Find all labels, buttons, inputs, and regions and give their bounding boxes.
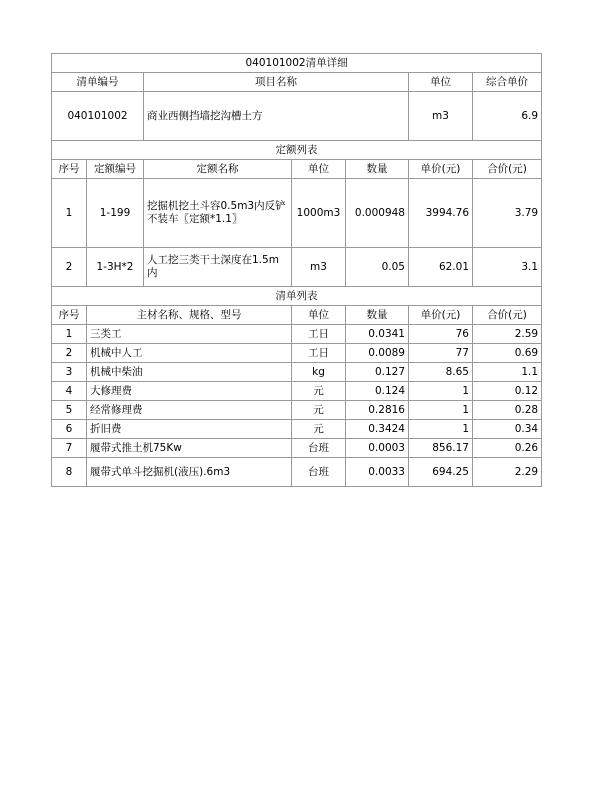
material-total: 2.29 <box>473 458 542 487</box>
material-price: 8.65 <box>409 363 473 382</box>
table-title: 040101002清单详细 <box>52 54 542 73</box>
material-name: 履带式单斗挖掘机(液压).6m3 <box>87 458 292 487</box>
material-name: 机械中人工 <box>87 344 292 363</box>
material-row <box>52 420 542 439</box>
material-no-header: 序号 <box>52 306 87 325</box>
material-section-title: 清单列表 <box>52 287 542 306</box>
material-row <box>52 458 542 487</box>
material-unit: 工日 <box>292 344 346 363</box>
material-row <box>52 344 542 363</box>
quota-name: 挖掘机挖土斗容0.5m3内反铲不装车〖定额*1.1〗 <box>144 179 292 248</box>
quota-price-header: 单价(元) <box>409 160 473 179</box>
material-unit: 元 <box>292 401 346 420</box>
bill-unit-price-header: 综合单价 <box>473 73 542 92</box>
material-row <box>52 401 542 420</box>
quota-row <box>52 248 542 287</box>
material-total: 0.69 <box>473 344 542 363</box>
material-name-header: 主材名称、规格、型号 <box>87 306 292 325</box>
material-unit: 台班 <box>292 458 346 487</box>
material-price: 77 <box>409 344 473 363</box>
bill-name: 商业西侧挡墙挖沟槽土方 <box>144 92 409 141</box>
material-no: 2 <box>52 344 87 363</box>
material-unit: 工日 <box>292 325 346 344</box>
quota-qty: 0.000948 <box>346 179 409 248</box>
bill-code: 040101002 <box>52 92 144 141</box>
material-total-header: 合价(元) <box>473 306 542 325</box>
quota-total-header: 合价(元) <box>473 160 542 179</box>
quota-qty-header: 数量 <box>346 160 409 179</box>
material-qty: 0.124 <box>346 382 409 401</box>
material-price: 1 <box>409 420 473 439</box>
material-price-header: 单价(元) <box>409 306 473 325</box>
material-name: 大修理费 <box>87 382 292 401</box>
material-total: 0.12 <box>473 382 542 401</box>
quota-code: 1-3H*2 <box>87 248 144 287</box>
quota-row <box>52 179 542 248</box>
bill-detail-table <box>51 53 542 487</box>
material-qty-header: 数量 <box>346 306 409 325</box>
quota-unit: m3 <box>292 248 346 287</box>
material-row <box>52 325 542 344</box>
material-total: 0.34 <box>473 420 542 439</box>
material-total: 0.26 <box>473 439 542 458</box>
bill-unit-header: 单位 <box>409 73 473 92</box>
material-no: 7 <box>52 439 87 458</box>
material-unit: 元 <box>292 420 346 439</box>
material-unit-header: 单位 <box>292 306 346 325</box>
material-qty: 0.2816 <box>346 401 409 420</box>
bill-unit-price: 6.9 <box>473 92 542 141</box>
material-row <box>52 439 542 458</box>
material-price: 856.17 <box>409 439 473 458</box>
quota-total: 3.1 <box>473 248 542 287</box>
material-price: 76 <box>409 325 473 344</box>
quota-unit: 1000m3 <box>292 179 346 248</box>
material-no: 3 <box>52 363 87 382</box>
material-name: 履带式推土机75Kw <box>87 439 292 458</box>
quota-no: 2 <box>52 248 87 287</box>
material-price: 694.25 <box>409 458 473 487</box>
material-qty: 0.0003 <box>346 439 409 458</box>
material-unit: kg <box>292 363 346 382</box>
bill-unit: m3 <box>409 92 473 141</box>
quota-price: 62.01 <box>409 248 473 287</box>
material-qty: 0.0089 <box>346 344 409 363</box>
material-price: 1 <box>409 382 473 401</box>
quota-code-header: 定额编号 <box>87 160 144 179</box>
bill-code-header: 清单编号 <box>52 73 144 92</box>
material-no: 5 <box>52 401 87 420</box>
material-no: 8 <box>52 458 87 487</box>
material-qty: 0.0341 <box>346 325 409 344</box>
material-qty: 0.0033 <box>346 458 409 487</box>
material-name: 三类工 <box>87 325 292 344</box>
material-total: 2.59 <box>473 325 542 344</box>
quota-unit-header: 单位 <box>292 160 346 179</box>
material-row <box>52 382 542 401</box>
material-no: 4 <box>52 382 87 401</box>
quota-total: 3.79 <box>473 179 542 248</box>
quota-price: 3994.76 <box>409 179 473 248</box>
quota-name-header: 定额名称 <box>144 160 292 179</box>
material-price: 1 <box>409 401 473 420</box>
quota-section-title: 定额列表 <box>52 141 542 160</box>
quota-no: 1 <box>52 179 87 248</box>
material-unit: 台班 <box>292 439 346 458</box>
material-total: 1.1 <box>473 363 542 382</box>
quota-code: 1-199 <box>87 179 144 248</box>
material-unit: 元 <box>292 382 346 401</box>
material-name: 机械中柴油 <box>87 363 292 382</box>
material-qty: 0.3424 <box>346 420 409 439</box>
material-qty: 0.127 <box>346 363 409 382</box>
material-no: 1 <box>52 325 87 344</box>
material-name: 经常修理费 <box>87 401 292 420</box>
material-row <box>52 363 542 382</box>
material-name: 折旧费 <box>87 420 292 439</box>
quota-qty: 0.05 <box>346 248 409 287</box>
quota-name: 人工挖三类干土深度在1.5m内 <box>144 248 292 287</box>
bill-name-header: 项目名称 <box>144 73 409 92</box>
quota-no-header: 序号 <box>52 160 87 179</box>
material-total: 0.28 <box>473 401 542 420</box>
material-no: 6 <box>52 420 87 439</box>
